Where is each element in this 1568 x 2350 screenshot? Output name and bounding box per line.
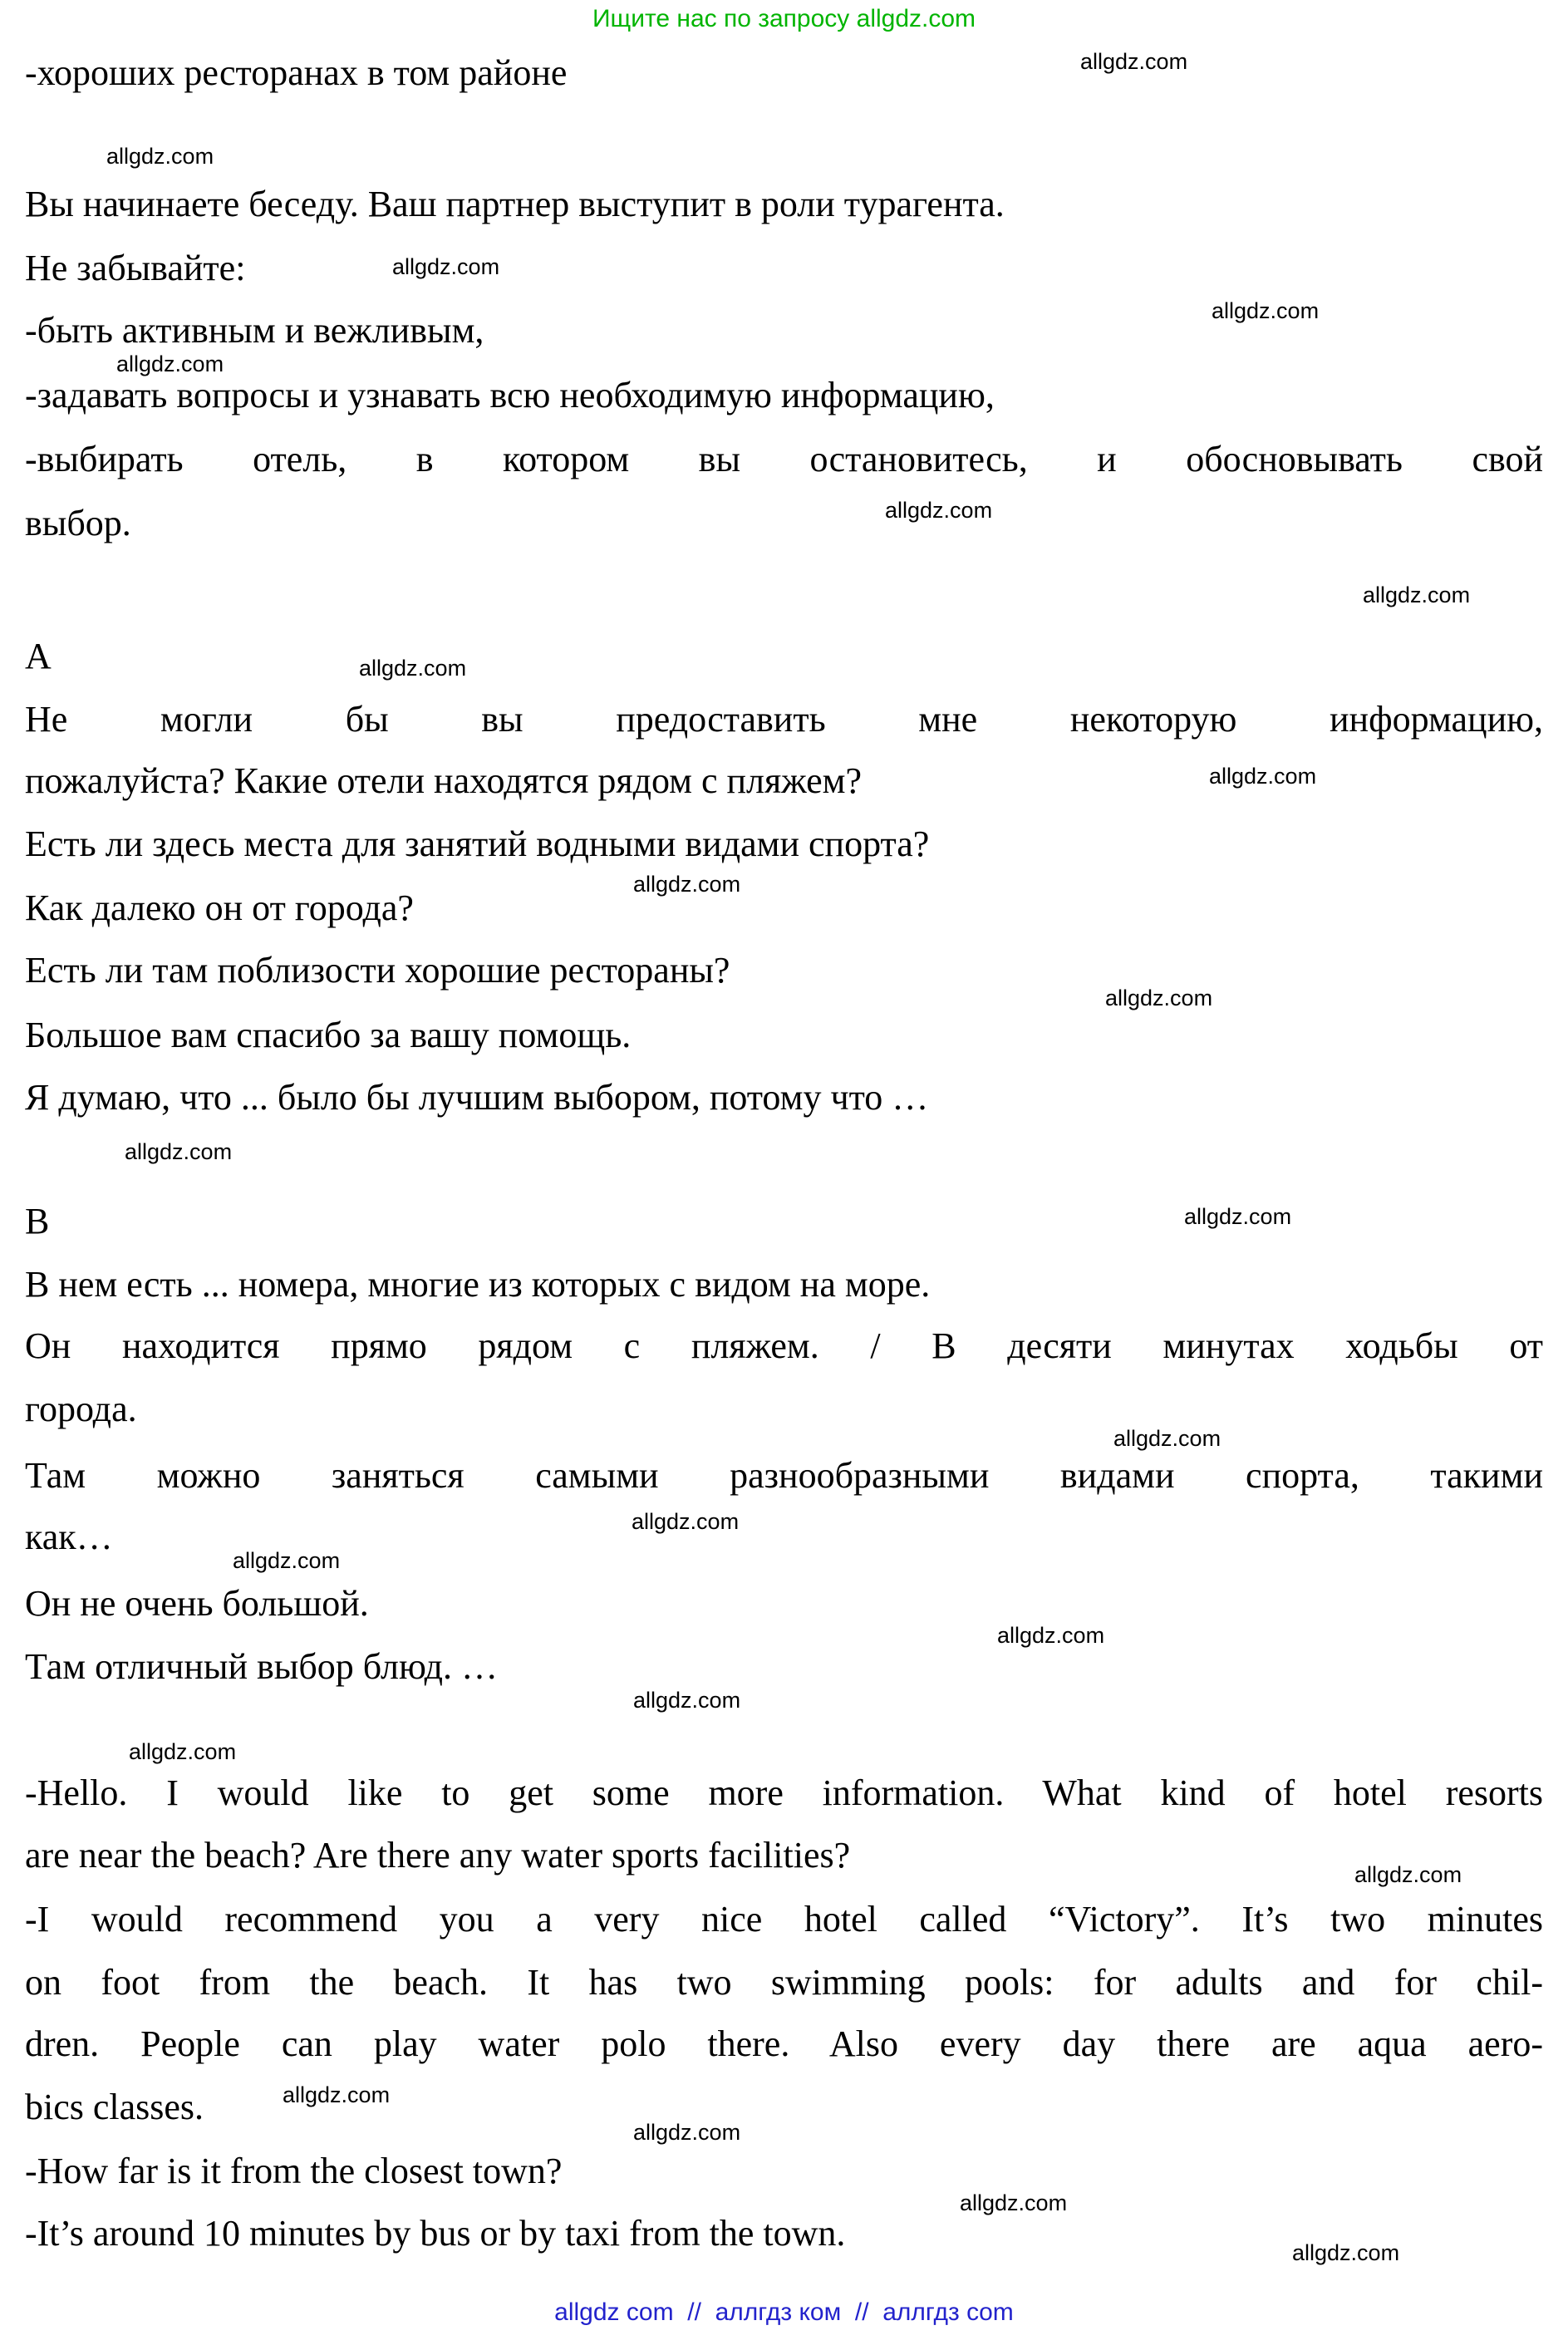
dialogue-line: on foot from the beach. It has two swimming pools: for adults and for chil- xyxy=(25,1962,1543,2003)
watermark: allgdz.com xyxy=(359,656,467,681)
watermark: allgdz.com xyxy=(885,498,993,523)
text-line: выбор. xyxy=(25,503,131,543)
dialogue-line: dren. People can play water polo there. Also every day there are aqua aero- xyxy=(25,2023,1543,2064)
watermark: allgdz.com xyxy=(1212,298,1320,323)
watermark: allgdz.com xyxy=(633,1688,741,1713)
watermark: allgdz.com xyxy=(1292,2240,1400,2265)
watermark: allgdz.com xyxy=(960,2190,1068,2215)
watermark: allgdz.com xyxy=(283,2082,391,2107)
text-line: Он находится прямо рядом с пляжем. / В десяти минутах ходьбы от xyxy=(25,1325,1543,1366)
text-line: пожалуйста? Какие отели находятся рядом с пляжем? xyxy=(25,760,862,801)
text-line: как… xyxy=(25,1517,113,1557)
text-line: Большое вам спасибо за вашу помощь. xyxy=(25,1015,632,1055)
text-line: Там можно заняться самыми разнообразными видами спорта, такими xyxy=(25,1455,1543,1496)
dialogue-line: -How far is it from the closest town? xyxy=(25,2151,563,2191)
text-line: Вы начинаете беседу. Ваш партнер выступит в роли турагента. xyxy=(25,184,1005,224)
watermark: allgdz.com xyxy=(116,352,224,376)
text-line: -задавать вопросы и узнавать всю необходимую информацию, xyxy=(25,375,995,415)
section-b-header: В xyxy=(25,1201,50,1241)
dialogue-line: -I would recommend you a very nice hotel called “Victory”. It’s two minutes xyxy=(25,1899,1543,1939)
text-line: Есть ли здесь места для занятий водными видами спорта? xyxy=(25,823,930,864)
watermark: allgdz.com xyxy=(1080,49,1188,74)
text-line: города. xyxy=(25,1389,137,1429)
watermark: allgdz.com xyxy=(392,254,500,279)
watermark: allgdz.com xyxy=(1363,583,1471,607)
dialogue-line: -Hello. I would like to get some more information. What kind of hotel resorts xyxy=(25,1772,1543,1813)
watermark: allgdz.com xyxy=(125,1139,233,1164)
footer-links: allgdz com // аллгдз ком // аллгдз com xyxy=(554,2298,1014,2326)
text-line: Не забывайте: xyxy=(25,248,246,288)
search-banner: Ищите нас по запросу allgdz.com xyxy=(592,5,976,32)
text-line: Он не очень большой. xyxy=(25,1583,369,1624)
watermark: allgdz.com xyxy=(633,2120,741,2145)
watermark: allgdz.com xyxy=(233,1548,341,1573)
text-line: Там отличный выбор блюд. … xyxy=(25,1646,498,1687)
text-line: Не могли бы вы предоставить мне некоторую информацию, xyxy=(25,699,1543,740)
watermark: allgdz.com xyxy=(129,1739,237,1764)
watermark: allgdz.com xyxy=(997,1623,1105,1648)
watermark: allgdz.com xyxy=(632,1509,740,1534)
watermark: allgdz.com xyxy=(1113,1426,1221,1451)
watermark: allgdz.com xyxy=(633,872,741,897)
watermark: allgdz.com xyxy=(106,144,214,169)
watermark: allgdz.com xyxy=(1209,764,1317,789)
text-line: -хороших ресторанах в том районе xyxy=(25,52,568,93)
text-line: В нем есть ... номера, многие из которых с видом на море. xyxy=(25,1264,931,1305)
text-line: -быть активным и вежливым, xyxy=(25,310,484,351)
dialogue-line: are near the beach? Are there any water sports facilities? xyxy=(25,1835,851,1876)
text-line: Как далеко он от города? xyxy=(25,887,414,928)
watermark: allgdz.com xyxy=(1105,986,1213,1010)
section-a-header: А xyxy=(25,636,52,676)
watermark: allgdz.com xyxy=(1184,1204,1292,1229)
text-line: -выбирать отель, в котором вы остановитесь, и обосновывать свой xyxy=(25,439,1543,479)
watermark: allgdz.com xyxy=(1354,1862,1462,1887)
dialogue-line: -It’s around 10 minutes by bus or by taxi from the town. xyxy=(25,2213,846,2254)
text-line: Я думаю, что ... было бы лучшим выбором, потому что … xyxy=(25,1077,929,1118)
dialogue-line: bics classes. xyxy=(25,2087,204,2127)
text-line: Есть ли там поблизости хорошие рестораны? xyxy=(25,950,730,991)
